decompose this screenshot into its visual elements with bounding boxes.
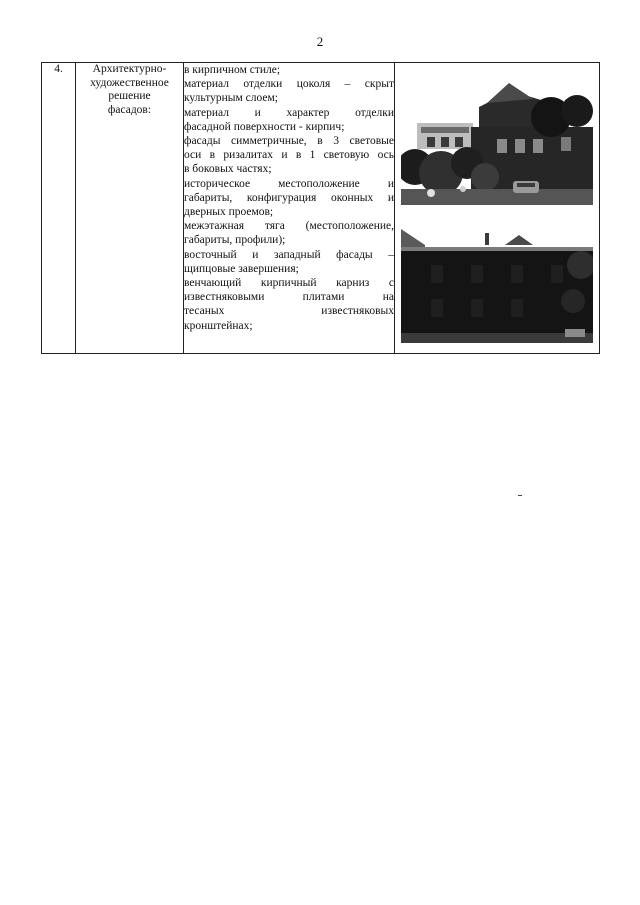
description-line: габариты, профили); bbox=[184, 234, 286, 247]
scan-artifact-mark bbox=[518, 495, 522, 496]
description-line: в боковых частях; bbox=[184, 163, 272, 176]
description-line: дверных проемов; bbox=[184, 206, 274, 219]
description-line: оси в ризалитах и в 1 световую ось bbox=[184, 149, 394, 162]
description-line: материал отделки цоколя – скрыт bbox=[184, 78, 394, 91]
description-line: материал и характер отделки bbox=[184, 106, 394, 119]
description-line: фасады симметричные, в 3 световые bbox=[184, 135, 394, 148]
row-photos bbox=[395, 63, 600, 354]
row-description bbox=[184, 63, 395, 354]
description-line: габариты, конфигурация оконных и bbox=[184, 191, 394, 204]
description-line: в кирпичном стиле; bbox=[184, 64, 281, 76]
description-line: щипцовые завершения; bbox=[184, 262, 299, 275]
description-line: межэтажная тяга (местоположение, bbox=[184, 220, 394, 233]
description-line: кронштейнах; bbox=[184, 319, 253, 332]
row-number: 4. bbox=[42, 63, 76, 354]
row-name-line: художественное bbox=[90, 76, 169, 89]
row-name-line: Архитектурно- bbox=[92, 63, 167, 75]
row-name-line: фасадов: bbox=[107, 103, 152, 116]
description-line: историческое местоположение и bbox=[184, 177, 394, 190]
description-line: восточный и западный фасады – bbox=[184, 248, 394, 261]
row-name bbox=[76, 63, 184, 354]
description-line: фасадной поверхности - кирпич; bbox=[184, 120, 345, 133]
building-side-facade-photo bbox=[401, 225, 593, 343]
building-facade-photo bbox=[401, 77, 593, 205]
description-line: культурным слоем; bbox=[184, 92, 278, 105]
row-name-line: решение bbox=[108, 90, 151, 102]
table-row bbox=[42, 63, 600, 354]
description-line: венчающий кирпичный карниз с bbox=[184, 277, 394, 290]
description-line: известняковыми плитами на bbox=[184, 291, 394, 304]
page-number: 2 bbox=[316, 34, 324, 49]
object-characteristics-table bbox=[41, 62, 600, 354]
description-line: тесаных известняковых bbox=[184, 305, 394, 318]
